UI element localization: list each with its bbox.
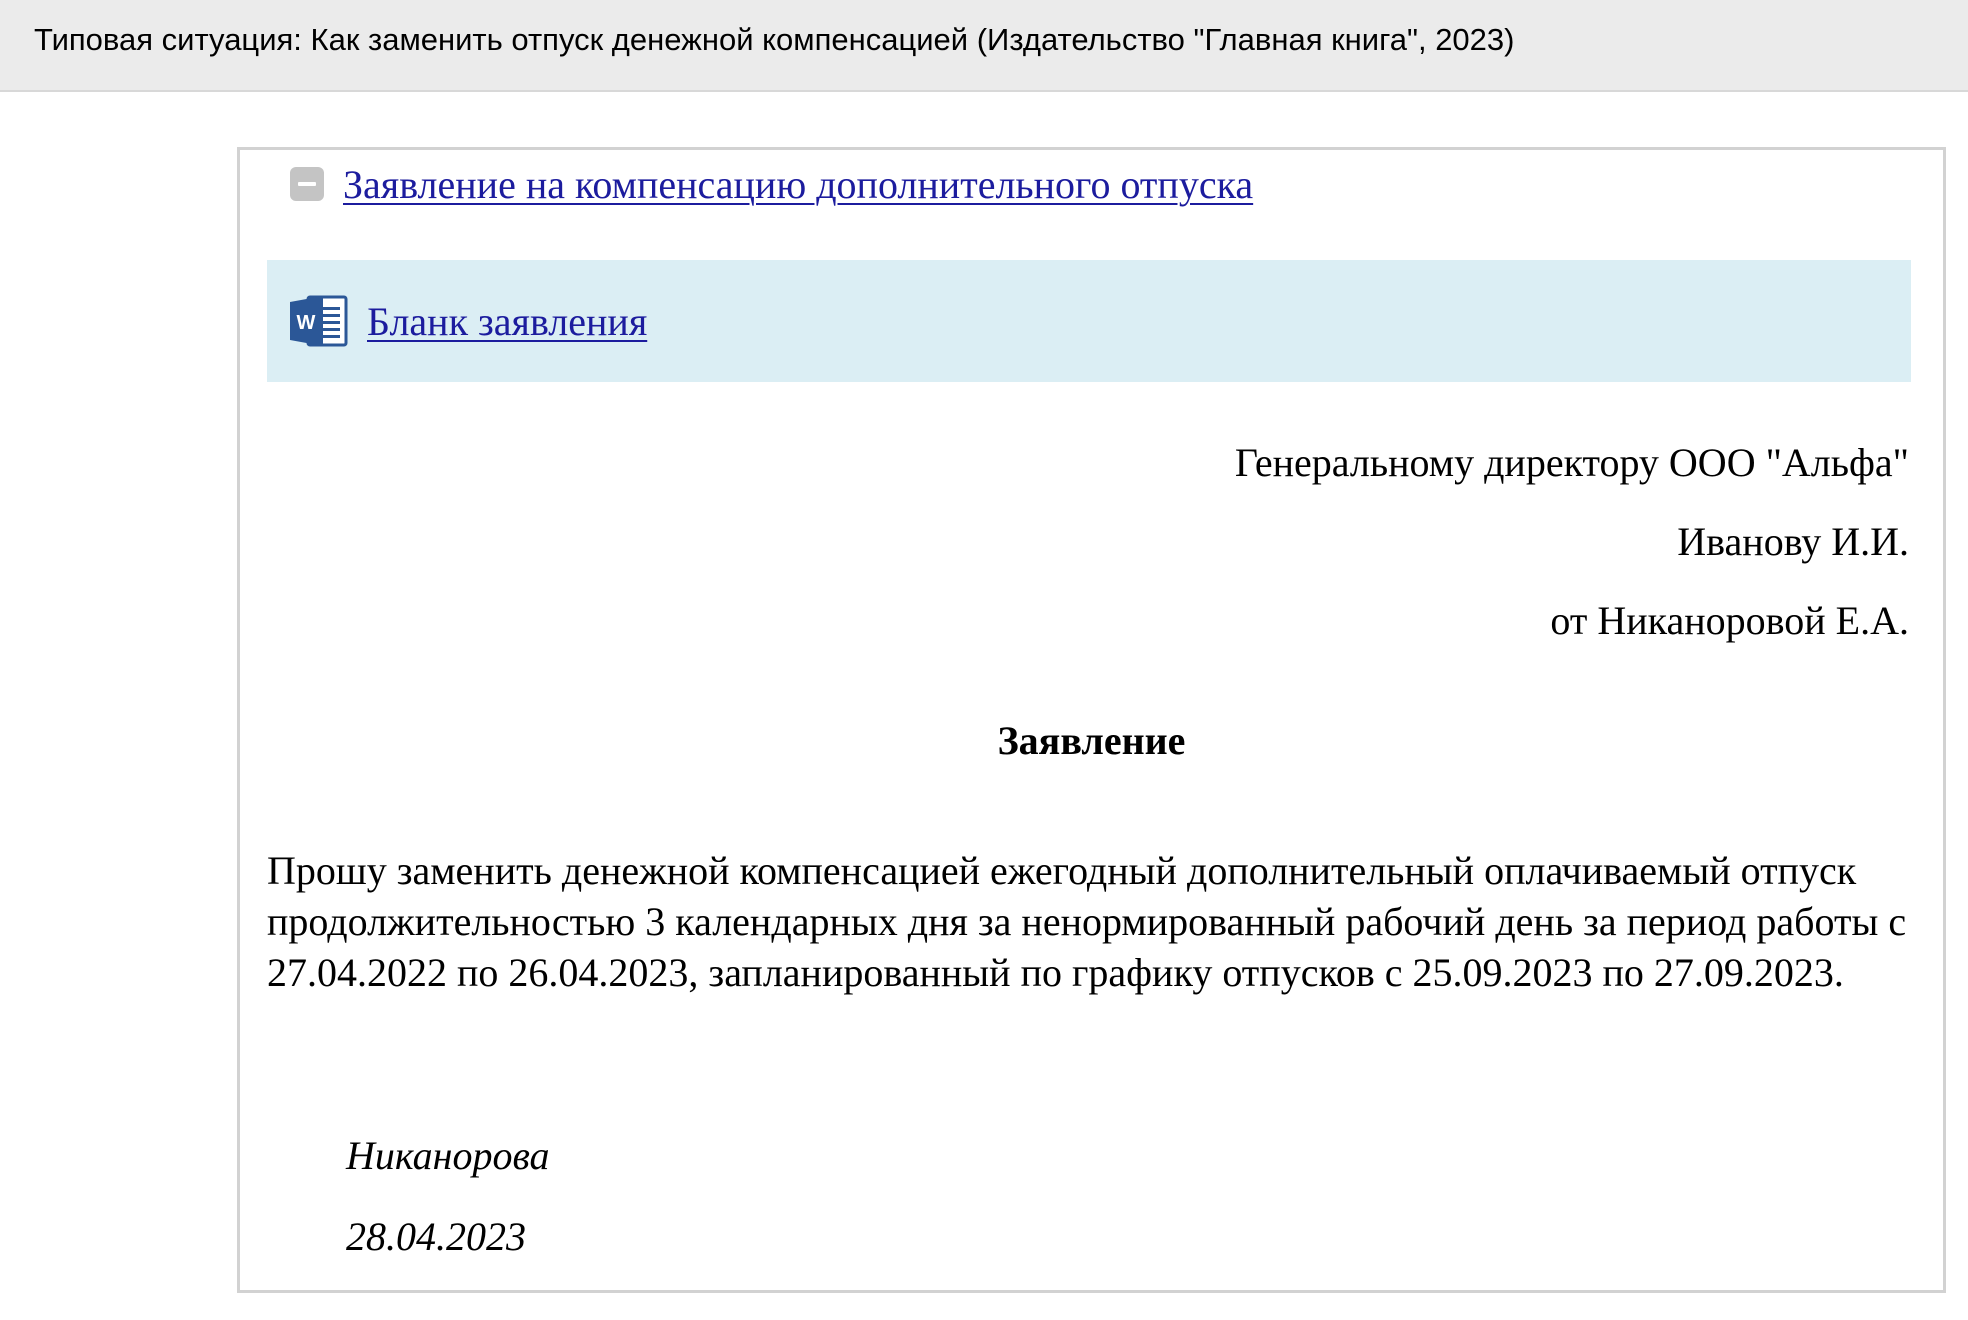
signature-block bbox=[346, 1115, 550, 1277]
section-header bbox=[290, 154, 1253, 214]
svg-text:W: W bbox=[296, 312, 316, 334]
document-body: Прошу заменить денежной компенсацией ежегодный дополнительный оплачиваемый отпуск продолжительностью 3 календарных дня за ненормированный рабочий день за период работы с 27.04.2022 по 26.04.2023, запланированный по графику отпусков с 25.09.2023 по 27.09.2023. bbox=[267, 848, 1907, 995]
blank-download-bar bbox=[267, 260, 1911, 382]
minus-square-icon[interactable] bbox=[290, 167, 324, 201]
section-title-link[interactable]: Заявление на компенсацию дополнительного отпуска bbox=[343, 161, 1254, 207]
signature-date: 28.04.2023 bbox=[346, 1214, 526, 1259]
blank-form-link[interactable]: Бланк заявления bbox=[367, 298, 648, 344]
document-heading: Заявление bbox=[997, 718, 1186, 763]
addressee-line: от Никаноровой Е.А. bbox=[1550, 598, 1909, 643]
addressee-block bbox=[1235, 423, 1909, 660]
page-title: Типовая ситуация: Как заменить отпуск денежной компенсацией (Издательство "Главная книга", 2023) bbox=[34, 22, 1515, 57]
word-document-icon[interactable] bbox=[290, 293, 348, 349]
document-frame bbox=[237, 147, 1946, 1293]
addressee-line: Генеральному директору ООО "Альфа" bbox=[1234, 440, 1909, 485]
signature-name: Никанорова bbox=[346, 1133, 550, 1178]
header-bar bbox=[0, 0, 1968, 92]
addressee-line: Иванову И.И. bbox=[1677, 519, 1909, 564]
